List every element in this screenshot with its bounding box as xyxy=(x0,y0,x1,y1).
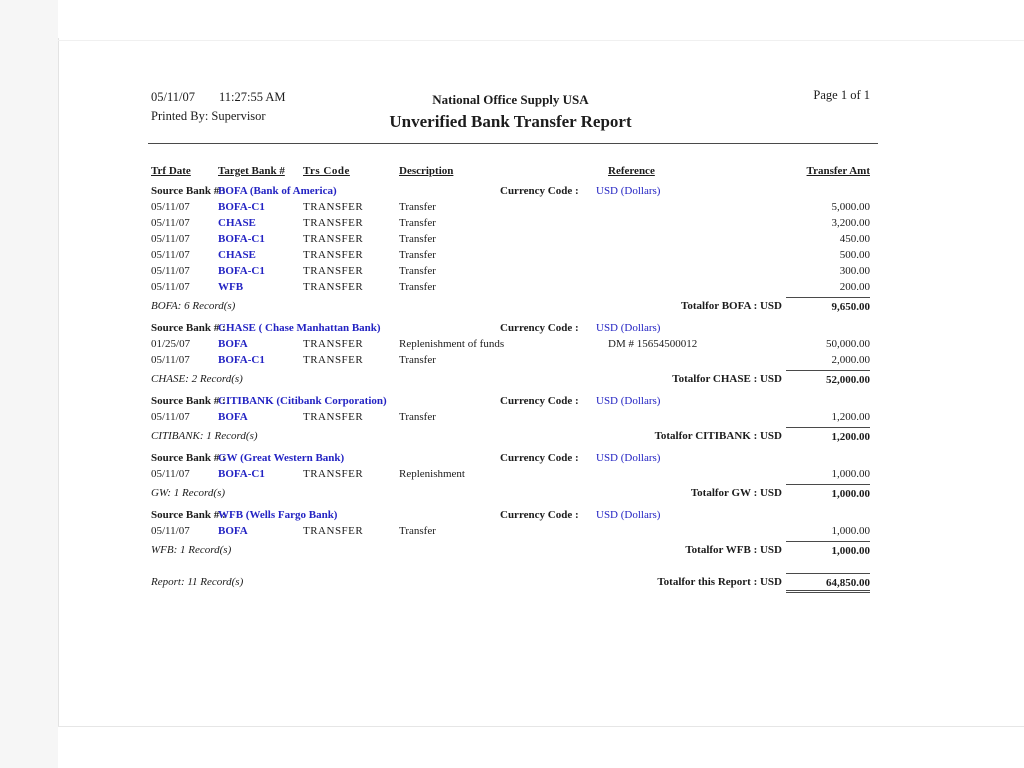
group-total-amount: 52,000.00 xyxy=(786,370,870,386)
description-cell: Transfer xyxy=(399,233,436,245)
company-name: National Office Supply USA xyxy=(432,92,589,107)
bank-group xyxy=(151,322,870,389)
currency-code-label: Currency Code : xyxy=(500,452,579,464)
target-bank-link[interactable]: WFB xyxy=(218,281,244,293)
target-bank-link[interactable]: CHASE xyxy=(218,249,256,261)
source-bank-header-row xyxy=(151,322,870,338)
description-cell: Transfer xyxy=(399,201,436,213)
transfer-row xyxy=(151,249,870,265)
group-total-label: Totalfor CHASE : USD xyxy=(672,373,782,385)
print-time: 11:27:55 AM xyxy=(218,90,286,104)
amount-cell: 2,000.00 xyxy=(831,354,870,366)
group-total-row xyxy=(151,484,870,503)
group-total-row xyxy=(151,370,870,389)
amount-cell: 1,200.00 xyxy=(831,411,870,423)
group-total-label: Totalfor CITIBANK : USD xyxy=(654,430,782,442)
amount-cell: 500.00 xyxy=(839,249,870,261)
source-bank-value[interactable]: WFB (Wells Fargo Bank) xyxy=(218,509,338,521)
trf-date-cell: 05/11/07 xyxy=(151,525,190,537)
column-header-target-bank: Target Bank # xyxy=(218,165,285,177)
source-bank-label: Source Bank # : xyxy=(151,452,226,464)
trs-code-cell: TRANSFER xyxy=(303,265,364,277)
source-bank-header-row xyxy=(151,185,870,201)
column-header-trs-code: Trs Code xyxy=(303,165,350,177)
trs-code-cell: TRANSFER xyxy=(303,525,364,537)
group-record-count: BOFA: 6 Record(s) xyxy=(151,300,236,312)
column-header-trf-date: Trf Date xyxy=(151,165,191,177)
target-bank-link[interactable]: BOFA xyxy=(218,525,248,537)
description-cell: Transfer xyxy=(399,217,436,229)
transfer-row xyxy=(151,201,870,217)
currency-code-value: USD (Dollars) xyxy=(596,185,661,197)
group-rows xyxy=(151,468,870,484)
group-record-count: CITIBANK: 1 Record(s) xyxy=(151,430,258,442)
trs-code-cell: TRANSFER xyxy=(303,338,364,350)
bank-group xyxy=(151,395,870,446)
column-header-transfer-amt: Transfer Amt xyxy=(806,165,870,177)
transfer-row xyxy=(151,233,870,249)
source-bank-value[interactable]: CHASE ( Chase Manhattan Bank) xyxy=(218,322,381,334)
description-cell: Transfer xyxy=(399,265,436,277)
description-cell: Transfer xyxy=(399,281,436,293)
trs-code-cell: TRANSFER xyxy=(303,281,364,293)
source-bank-label: Source Bank # : xyxy=(151,509,226,521)
source-bank-header-row xyxy=(151,452,870,468)
target-bank-link[interactable]: BOFA xyxy=(218,338,248,350)
description-cell: Transfer xyxy=(399,525,436,537)
target-bank-link[interactable]: BOFA-C1 xyxy=(218,201,265,213)
amount-cell: 50,000.00 xyxy=(826,338,870,350)
transfer-row xyxy=(151,525,870,541)
column-header-row xyxy=(151,165,870,181)
report-record-count: Report: 11 Record(s) xyxy=(151,576,244,588)
amount-cell: 3,200.00 xyxy=(831,217,870,229)
report-total-label: Totalfor this Report : USD xyxy=(657,576,782,588)
group-total-label: Totalfor WFB : USD xyxy=(685,544,782,556)
trf-date-cell: 05/11/07 xyxy=(151,201,190,213)
group-total-amount: 1,000.00 xyxy=(786,541,870,557)
currency-code-value: USD (Dollars) xyxy=(596,452,661,464)
page-number: Page 1 of 1 xyxy=(813,88,870,102)
trs-code-cell: TRANSFER xyxy=(303,233,364,245)
bank-group xyxy=(151,452,870,503)
group-rows xyxy=(151,525,870,541)
header-rule xyxy=(148,143,878,144)
transfer-row xyxy=(151,265,870,281)
trf-date-cell: 05/11/07 xyxy=(151,217,190,229)
trf-date-cell: 05/11/07 xyxy=(151,354,190,366)
target-bank-link[interactable]: BOFA-C1 xyxy=(218,233,265,245)
trf-date-cell: 05/11/07 xyxy=(151,233,190,245)
trf-date-cell: 05/11/07 xyxy=(151,249,190,261)
amount-cell: 5,000.00 xyxy=(831,201,870,213)
trf-date-cell: 05/11/07 xyxy=(151,265,190,277)
amount-cell: 300.00 xyxy=(839,265,870,277)
reference-cell: DM # 15654500012 xyxy=(608,338,698,350)
trf-date-cell: 01/25/07 xyxy=(151,338,191,350)
trf-date-cell: 05/11/07 xyxy=(151,411,190,423)
group-rows xyxy=(151,411,870,427)
transfer-row xyxy=(151,468,870,484)
group-record-count: GW: 1 Record(s) xyxy=(151,487,226,499)
target-bank-link[interactable]: BOFA xyxy=(218,411,248,423)
group-record-count: CHASE: 2 Record(s) xyxy=(151,373,243,385)
page-edge-left xyxy=(58,38,59,726)
page-left-margin xyxy=(0,0,58,768)
amount-cell: 1,000.00 xyxy=(831,525,870,537)
source-bank-label: Source Bank # : xyxy=(151,185,226,197)
source-bank-value[interactable]: CITIBANK (Citibank Corporation) xyxy=(218,395,387,407)
transfer-row xyxy=(151,217,870,233)
currency-code-value: USD (Dollars) xyxy=(596,509,661,521)
transfer-row xyxy=(151,281,870,297)
transfer-row xyxy=(151,354,870,370)
currency-code-label: Currency Code : xyxy=(500,395,579,407)
description-cell: Transfer xyxy=(399,249,436,261)
group-total-row xyxy=(151,541,870,560)
description-cell: Transfer xyxy=(399,411,436,423)
currency-code-value: USD (Dollars) xyxy=(596,322,661,334)
source-bank-header-row xyxy=(151,395,870,411)
group-total-row xyxy=(151,427,870,446)
group-total-amount: 1,200.00 xyxy=(786,427,870,443)
printed-by: Printed By: Supervisor xyxy=(151,109,266,123)
print-date: 05/11/07 xyxy=(151,90,195,104)
description-cell: Replenishment of funds xyxy=(399,338,505,350)
currency-code-label: Currency Code : xyxy=(500,322,579,334)
trs-code-cell: TRANSFER xyxy=(303,217,364,229)
target-bank-link[interactable]: BOFA-C1 xyxy=(218,354,265,366)
source-bank-label: Source Bank # : xyxy=(151,322,226,334)
group-rows xyxy=(151,201,870,297)
trs-code-cell: TRANSFER xyxy=(303,468,364,480)
currency-code-label: Currency Code : xyxy=(500,509,579,521)
trf-date-cell: 05/11/07 xyxy=(151,281,190,293)
trf-date-cell: 05/11/07 xyxy=(151,468,190,480)
report-total-row xyxy=(151,573,870,599)
transfer-row xyxy=(151,411,870,427)
currency-code-label: Currency Code : xyxy=(500,185,579,197)
trs-code-cell: TRANSFER xyxy=(303,249,364,261)
source-bank-value[interactable]: GW (Great Western Bank) xyxy=(218,452,345,464)
group-total-amount: 1,000.00 xyxy=(786,484,870,500)
trs-code-cell: TRANSFER xyxy=(303,201,364,213)
target-bank-link[interactable]: CHASE xyxy=(218,217,256,229)
report-title: Unverified Bank Transfer Report xyxy=(389,112,632,131)
target-bank-link[interactable]: BOFA-C1 xyxy=(218,468,265,480)
column-header-reference: Reference xyxy=(608,165,655,177)
source-bank-header-row xyxy=(151,509,870,525)
column-header-description: Description xyxy=(399,165,454,177)
trs-code-cell: TRANSFER xyxy=(303,411,364,423)
group-total-label: Totalfor GW : USD xyxy=(690,487,782,499)
report-page xyxy=(151,0,870,768)
transfer-row xyxy=(151,338,870,354)
amount-cell: 450.00 xyxy=(839,233,870,245)
group-total-label: Totalfor BOFA : USD xyxy=(681,300,782,312)
source-bank-value[interactable]: BOFA (Bank of America) xyxy=(218,185,337,197)
amount-cell: 1,000.00 xyxy=(831,468,870,480)
report-body xyxy=(151,185,870,599)
currency-code-value: USD (Dollars) xyxy=(596,395,661,407)
group-total-amount: 9,650.00 xyxy=(786,297,870,313)
bank-group xyxy=(151,509,870,560)
bank-groups xyxy=(151,185,870,560)
group-record-count: WFB: 1 Record(s) xyxy=(151,544,232,556)
target-bank-link[interactable]: BOFA-C1 xyxy=(218,265,265,277)
report-total-amount: 64,850.00 xyxy=(786,573,870,593)
description-cell: Replenishment xyxy=(399,468,465,480)
source-bank-label: Source Bank # : xyxy=(151,395,226,407)
bank-group xyxy=(151,185,870,316)
trs-code-cell: TRANSFER xyxy=(303,354,364,366)
group-rows xyxy=(151,338,870,370)
group-total-row xyxy=(151,297,870,316)
description-cell: Transfer xyxy=(399,354,436,366)
amount-cell: 200.00 xyxy=(839,281,870,293)
